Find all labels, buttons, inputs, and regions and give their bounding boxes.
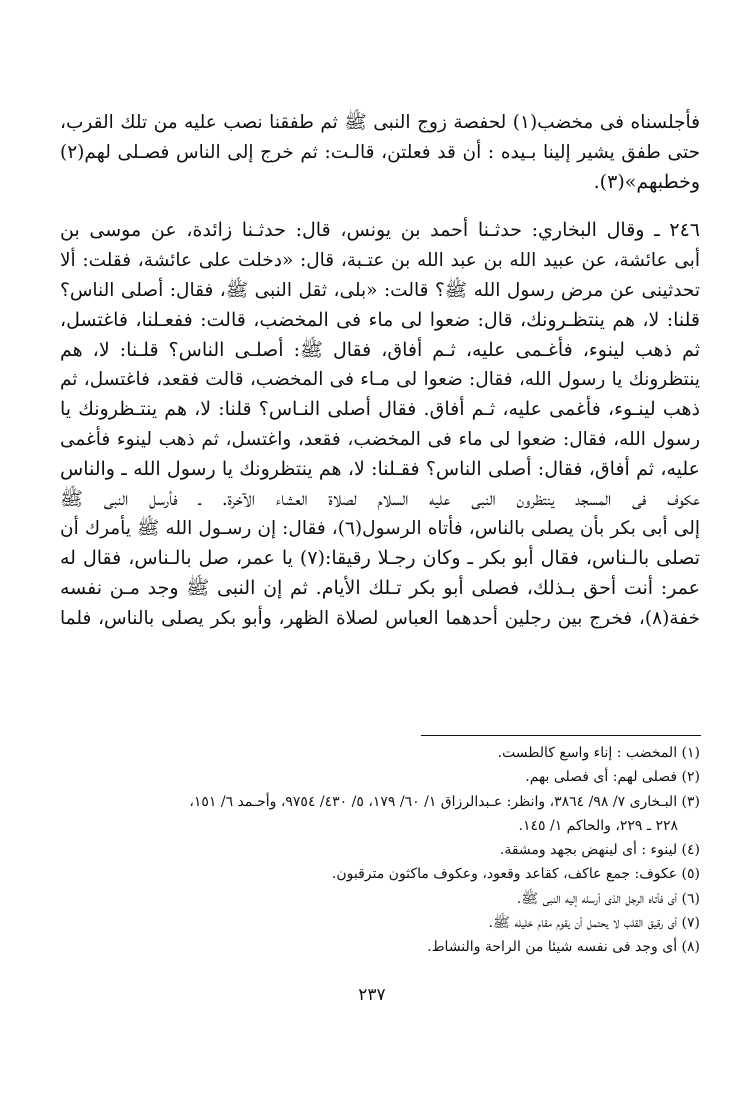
- text-line: ذهب لينـوء، فأغمى عليه، ثـم أفاق. فقال أصلى النـاس؟ قلنا: لا، هم ينتـظرونك يا: [60, 398, 700, 421]
- footnote-3: (٣) البـخارى ٧/ ٩٨/ ٣٨٦٤، وانظر: عـبدالرزاق ١/ ٦٠/ ١٧٩، ٥/ ٤٣٠/ ٩٧٥٤، وأحـمد ٦/ ١٥١،: [189, 793, 700, 810]
- page-number: ٢٣٧: [358, 985, 386, 1005]
- footnote-2: (٢) فصلى لهم: أى فصلى بهم.: [525, 769, 700, 786]
- text-line: ٢٤٦ ـ وقال البخاري: حدثـنا أحمد بن يونس، قال: حدثـنا زائدة، عن موسى بن: [60, 219, 700, 242]
- text-line: أبى عائشة، عن عبيد الله بن عبد الله بن عتـبة، قال: «دخلت على عائشة، فقلت: ألا: [60, 250, 700, 272]
- text-line: وخطبهم»(٣).: [593, 170, 700, 193]
- footnote-1: (١) المخضب : إناء واسع كالطست.: [497, 745, 700, 761]
- text-line: ثم ذهب لينوء، فأغـمى عليه، ثـم أفاق، فقال ﷺ: أصلـى الناس؟ قلـنا: لا، هم: [60, 338, 700, 361]
- text-line: تصلى بالـناس، فقال أبو بكر ـ وكان رجـلا رقيقا:(٧) يا عمر، صل بالـناس، فقال له: [60, 547, 701, 570]
- paragraph-246: [60, 216, 700, 633]
- text-line: ينتظرونك يا رسول الله، فقال: ضعوا لى مـاء فى المخضب، قالت فقعد، فاغتسل، ثم: [60, 369, 700, 391]
- footnotes: [60, 741, 700, 960]
- text-line: خفة(٨)، فخرج بين رجلين أحدهما العباس لصلاة الظهر، وأبو بكر يصلى بالناس، فلما: [60, 607, 700, 629]
- footnote-7: (٧) أى رقيق القلب لا يحتمل أن يقوم مقام خليله ﷺ.: [488, 915, 700, 932]
- text-line: حتى طفق يشير إلينا بـيده : أن قد فعلتن، قالـت: ثم خرج إلى الناس فصـلى لهم(٢): [60, 141, 700, 163]
- footnote-3-continued: ٢٢٨ ـ ٢٢٩، والحاكم ١/ ١٤٥.: [518, 817, 678, 834]
- text-line: عليه، ثم أفاق، فقال: أصلى الناس؟ فقـلنا: لا، هم ينتظرونك يا رسول الله ـ والناس: [60, 457, 700, 480]
- footnote-6: (٦) أى فأتاه الرجل الذى أرسله إليه النبى ﷺ.: [516, 890, 700, 907]
- paragraph-1: [60, 108, 700, 197]
- text-line: رسول الله، فقال: ضعوا لى ماء فى المخضب، فقعد، واغتسل، ثم ذهب لينوء فأغمى: [60, 428, 700, 450]
- footnote-8: (٨) أى وجد فى نفسه شيئا من الراحة والنشاط.: [427, 939, 700, 956]
- footnote-divider: [421, 735, 701, 736]
- text-line: تحدثينى عن مرض رسول الله ﷺ؟ قالت: «بلى، ثقل النبى ﷺ، فقال: أصلى الناس؟: [60, 279, 700, 301]
- text-line: عكوف فى المسجد ينتظرون النبى عليه السلام لصلاة العشاء الآخرة. ـ فأرسل النبى ﷺ: [60, 487, 700, 510]
- text-line: فأجلسناه فى مخضب(١) لحفصة زوج النبى ﷺ ثم طفقنا نصب عليه من تلك القرب،: [60, 112, 700, 133]
- footnote-4: (٤) لينوء : أى لينهض بجهد ومشقة.: [499, 842, 700, 859]
- footnote-5: (٥) عكوف: جمع عاكف، كقاعد وقعود، وعكوف ماكثون مترقبون.: [331, 866, 700, 883]
- text-line: عمر: أنت أحق بـذلك، فصلى أبو بكر تـلك الأيام. ثم إن النبى ﷺ وجد مـن نفسه: [60, 576, 700, 599]
- text-line: قلنا: لا، هم ينتظـرونك، قال: ضعوا لى ماء فى المخضب، قالت: ففعـلنا، فاغتسل،: [60, 308, 700, 331]
- text-line: إلى أبى بكر بأن يصلى بالناس، فأتاه الرسول(٦)، فقال: إن رسـول الله ﷺ يأمرك أن: [60, 518, 700, 540]
- main-text: [60, 108, 700, 634]
